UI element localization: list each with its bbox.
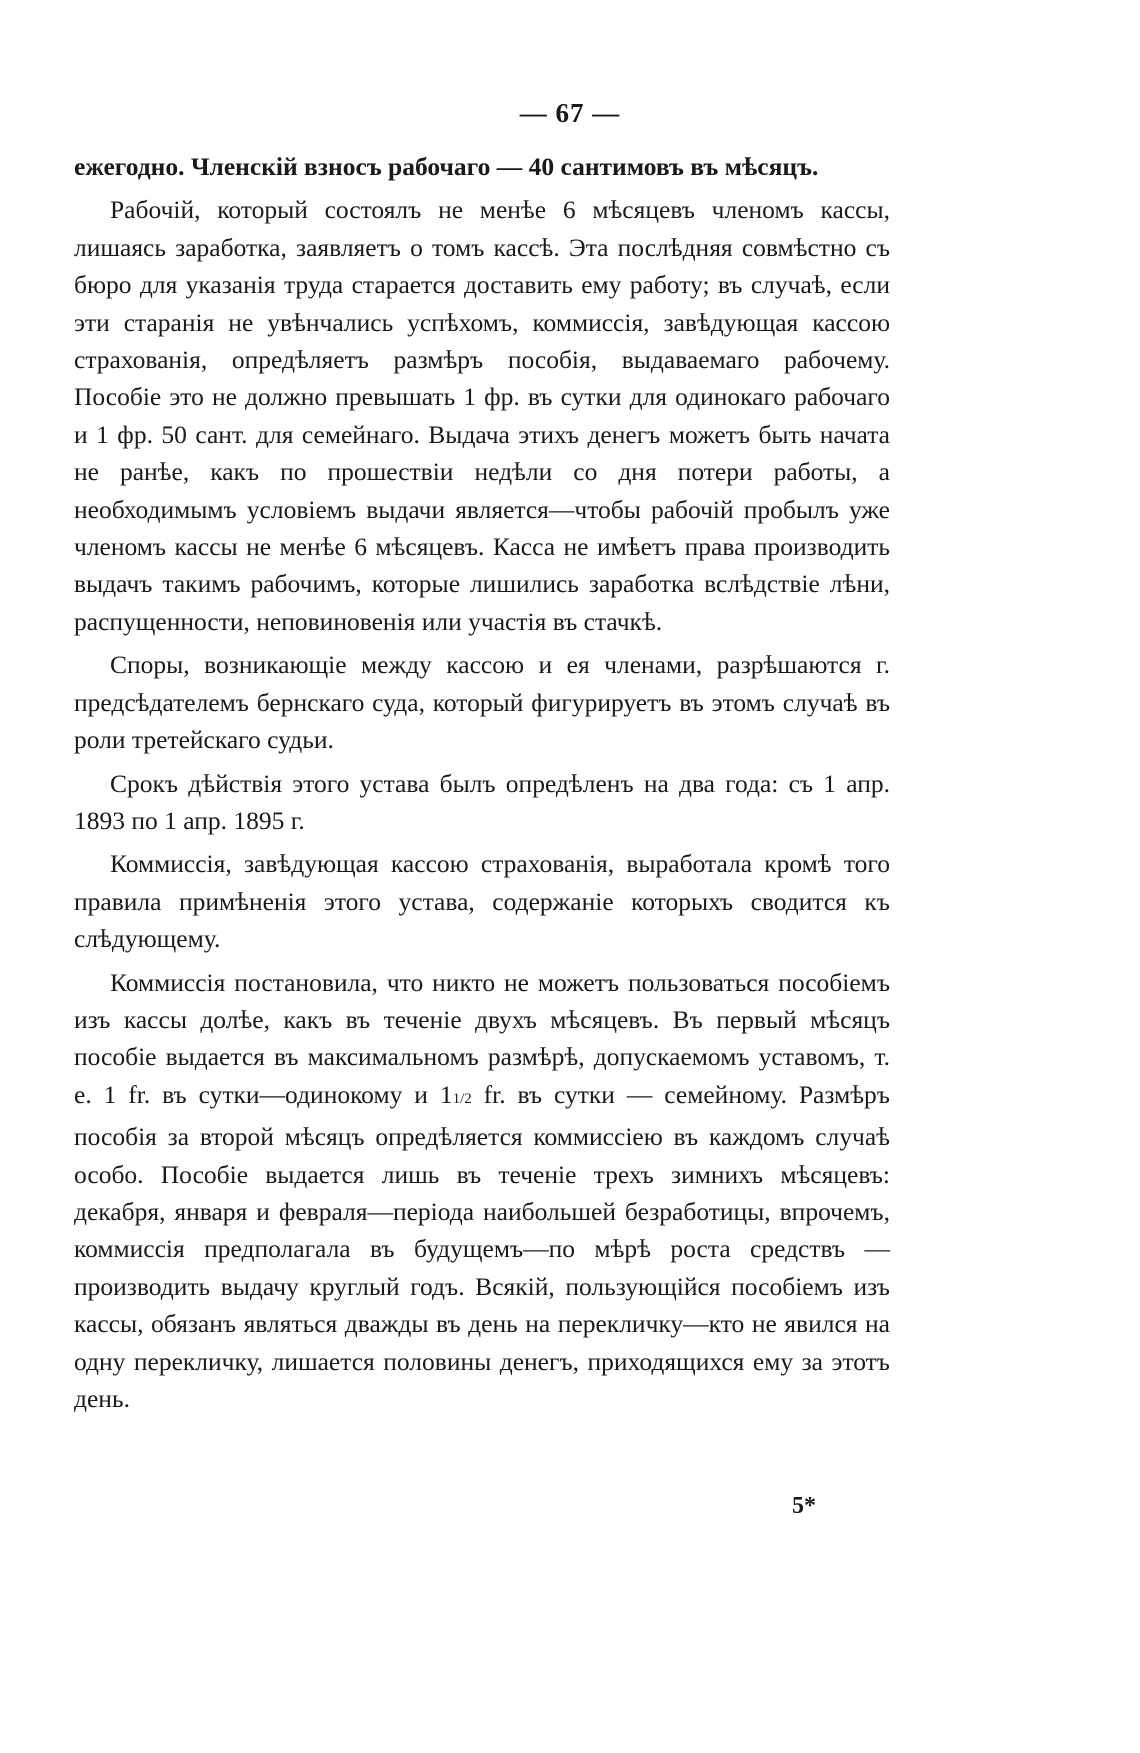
paragraph-term-of-statute: Срокъ дѣйствія этого устава былъ опредѣленъ на два года: съ 1 апр. 1893 по 1 апр. 1895 г. bbox=[74, 768, 890, 835]
paragraph-unemployed-worker: Рабочій, который состоялъ не менѣе 6 мѣсяцевъ членомъ кассы, лишаясь заработка, заявляетъ о томъ кассѣ. Эта послѣдняя совмѣстно съ бюро для указанія труда старается доставить ему работу; въ случаѣ, если эти старанія не увѣнчались успѣхомъ, коммиссія, завѣдующая кассою страхованія, опредѣляетъ размѣръ пособія, выдаваемаго рабочему. Пособіе это не должно превышать 1 фр. въ сутки для одинокаго рабочаго и 1 фр. 50 сант. для семейнаго. Выдача этихъ денегъ можетъ быть начата не ранѣе, какъ по прошествіи недѣли со дня потери работы, а необходимымъ условіемъ выдачи является—чтобы рабочій пробылъ уже членомъ кассы не менѣе 6 мѣсяцевъ. Касса не имѣетъ права производить выдачъ такимъ рабочимъ, которые лишились заработка вслѣдствіе лѣни, распущенности, неповиновенія или участія въ стачкѣ. bbox=[74, 195, 890, 636]
signature-mark: 5* bbox=[792, 1493, 816, 1519]
body-text bbox=[74, 148, 890, 1417]
benefit-rules-text-part1: Коммиссія постановила, что никто не можетъ пользоваться пособіемъ изъ кассы долѣе, какъ въ теченіе двухъ мѣсяцевъ. Въ первый мѣсяцъ пособіе выдается въ максимальномъ размѣрѣ, допускаемомъ уставомъ, т. е. 1 fr. въ сутки—одинокому и 1 bbox=[74, 967, 890, 1109]
paragraph-commission-rules: Коммиссія, завѣдующая кассою страхованія, выработала кромѣ того правила примѣненія этого устава, содержаніе которыхъ сводится къ слѣдующему. bbox=[74, 849, 890, 954]
paragraph-disputes: Споры, возникающіе между кассою и ея членами, разрѣшаются г. предсѣдателемъ бернскаго суда, который фигурируетъ въ этомъ случаѣ въ роли третейскаго судьи. bbox=[74, 650, 890, 755]
fraction-half: 1/2 bbox=[452, 1090, 472, 1107]
page-number: — 67 — bbox=[519, 98, 621, 128]
paragraph-benefit-rules bbox=[74, 964, 890, 1418]
benefit-rules-text-part2: fr. въ сутки — семейному. Размѣръ пособія за второй мѣсяцъ опредѣляется коммиссіею въ каждомъ случаѣ особо. Пособіе выдается лишь въ теченіе трехъ зимнихъ мѣсяцевъ: декабря, января и февраля—періода наибольшей безработицы, впрочемъ, коммиссія предполагала въ будущемъ—по мѣрѣ роста средствъ — производить выдачу круглый годъ. Всякій, пользующійся пособіемъ изъ кассы, обязанъ являться дважды въ день на перекличку—кто не явился на одну перекличку, лишается половины денегъ, приходящихся ему за этотъ день. bbox=[74, 1079, 890, 1413]
paragraph-continuation: ежегодно. Членскій взносъ рабочаго — 40 сантимовъ въ мѣсяцъ. bbox=[74, 152, 819, 181]
